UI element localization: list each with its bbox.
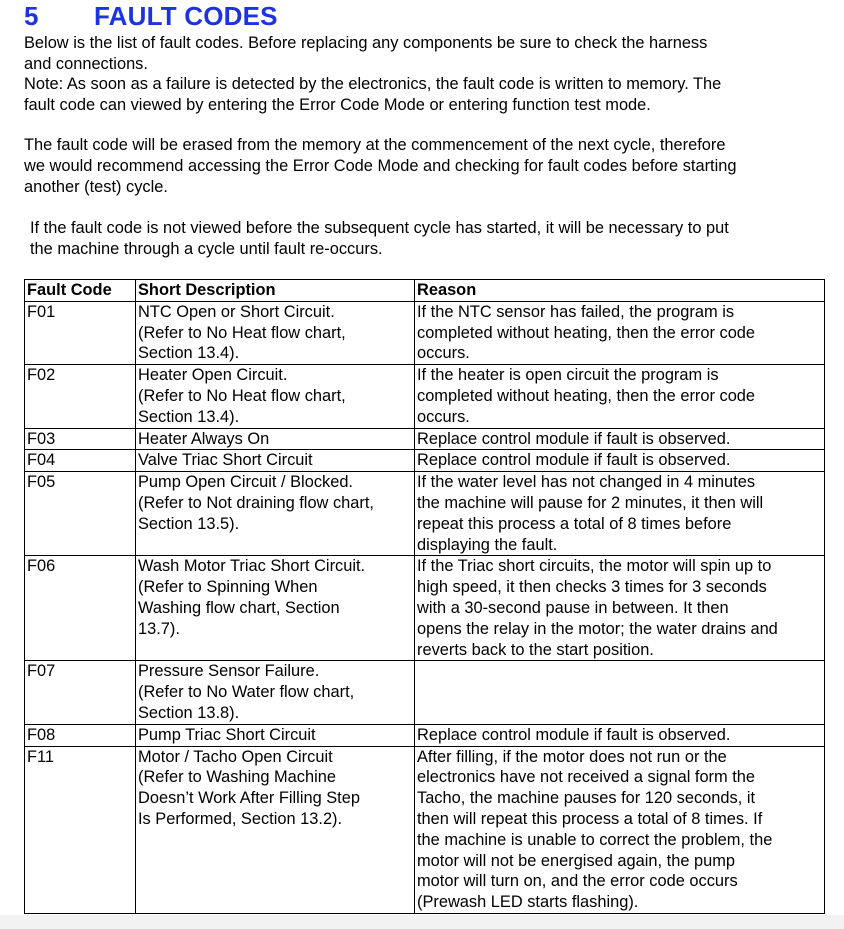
table-row [25, 365, 825, 428]
fault-codes-table [24, 279, 825, 914]
short-description-cell: Pressure Sensor Failure. (Refer to No Water flow chart, Section 13.8). [136, 661, 415, 724]
table-row [25, 661, 825, 724]
short-description-cell: Motor / Tacho Open Circuit (Refer to Washing Machine Doesn’t Work After Filling Step Is Performed, Section 13.2). [136, 746, 415, 913]
table-row [25, 556, 825, 661]
document-page [24, 0, 824, 912]
reason-cell [415, 661, 825, 724]
short-description-cell: Heater Always On [136, 428, 415, 450]
section-title: FAULT CODES [94, 1, 278, 31]
fault-code-cell: F06 [25, 556, 136, 661]
reason-cell: If the heater is open circuit the program is completed without heating, then the error code occurs. [415, 365, 825, 428]
short-description-cell: NTC Open or Short Circuit. (Refer to No Heat flow chart, Section 13.4). [136, 301, 415, 364]
fault-code-cell: F03 [25, 428, 136, 450]
reason-cell: If the water level has not changed in 4 minutes the machine will pause for 2 minutes, it then will repeat this process a total of 8 times before displaying the fault. [415, 472, 825, 556]
fault-code-cell: F07 [25, 661, 136, 724]
fault-code-cell: F08 [25, 724, 136, 746]
table-row [25, 450, 825, 472]
table-row [25, 472, 825, 556]
section-heading [24, 0, 824, 31]
section-number: 5 [24, 1, 39, 31]
viewer-bottom-edge [0, 915, 844, 929]
table-row [25, 724, 825, 746]
reason-cell: After filling, if the motor does not run or the electronics have not received a signal form the Tacho, the machine pauses for 120 seconds, it then will repeat this process a total of 8 times. If the machine is unable to correct the problem, the motor will not be energised again, the pump motor will turn on, and the error code occurs (Prewash LED starts flashing). [415, 746, 825, 913]
short-description-cell: Pump Open Circuit / Blocked. (Refer to Not draining flow chart, Section 13.5). [136, 472, 415, 556]
erase-paragraph: The fault code will be erased from the memory at the commencement of the next cycle, therefore we would recommend accessing the Error Code Mode and checking for fault codes before starting another (test) cycle. [24, 136, 737, 196]
fault-code-cell: F02 [25, 365, 136, 428]
table-row [25, 301, 825, 364]
header-reason: Reason [415, 280, 825, 302]
short-description-cell: Wash Motor Triac Short Circuit. (Refer to Spinning When Washing flow chart, Section 13.7). [136, 556, 415, 661]
header-short-description: Short Description [136, 280, 415, 302]
recycle-paragraph: If the fault code is not viewed before the subsequent cycle has started, it will be necessary to put the machine through a cycle until fault re-occurs. [30, 219, 729, 258]
short-description-cell: Heater Open Circuit. (Refer to No Heat flow chart, Section 13.4). [136, 365, 415, 428]
fault-code-cell: F05 [25, 472, 136, 556]
intro-paragraph: Below is the list of fault codes. Before replacing any components be sure to check the harness and connections. Note: As soon as a failure is detected by the electronics, the fault code is written to memory. The fault code can viewed by entering the Error Code Mode or entering function test mode. [24, 34, 722, 114]
fault-code-cell: F11 [25, 746, 136, 913]
reason-cell: If the NTC sensor has failed, the program is completed without heating, then the error code occurs. [415, 301, 825, 364]
reason-cell: Replace control module if fault is observed. [415, 428, 825, 450]
short-description-cell: Pump Triac Short Circuit [136, 724, 415, 746]
fault-code-cell: F01 [25, 301, 136, 364]
table-row [25, 428, 825, 450]
table-row [25, 746, 825, 913]
table-header-row [25, 280, 825, 302]
reason-cell: If the Triac short circuits, the motor will spin up to high speed, it then checks 3 times for 3 seconds with a 30-second pause in between. It then opens the relay in the motor; the water drains and reverts back to the start position. [415, 556, 825, 661]
reason-cell: Replace control module if fault is observed. [415, 724, 825, 746]
short-description-cell: Valve Triac Short Circuit [136, 450, 415, 472]
header-fault-code: Fault Code [25, 280, 136, 302]
reason-cell: Replace control module if fault is observed. [415, 450, 825, 472]
fault-code-cell: F04 [25, 450, 136, 472]
